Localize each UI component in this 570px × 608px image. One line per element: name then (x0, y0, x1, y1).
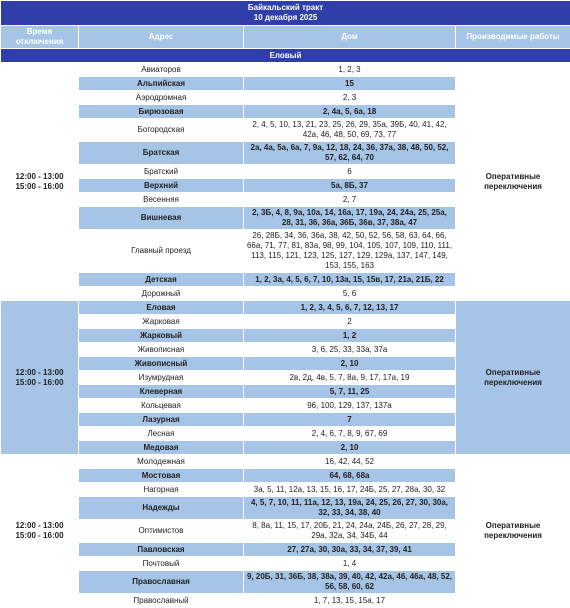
col-header-work: Производимые работы (456, 26, 570, 49)
work-type-cell: Оперативные переключения (456, 63, 570, 301)
houses-cell: 1, 2 (244, 329, 456, 343)
houses-cell: 2в, 2д, 4в, 5, 7, 8а, 9, 17, 17а, 19 (244, 371, 456, 385)
address-cell: Еловая (79, 301, 244, 315)
houses-cell: 1, 2, 3а, 4, 5, 6, 7, 10, 13а, 15, 15в, 17, 21а, 21Б, 22 (244, 273, 456, 287)
houses-cell: 2 (244, 315, 456, 329)
address-cell: Медовая (79, 441, 244, 455)
table-title (1, 1, 570, 26)
col-header-time: Время отключения (1, 26, 79, 49)
houses-cell: 1, 2, 3 (244, 63, 456, 77)
houses-cell: 5а, 8Б, 37 (244, 179, 456, 193)
address-cell: Изумрудная (79, 371, 244, 385)
title-date: 10 декабря 2025 (3, 13, 568, 23)
address-cell: Жарковый (79, 329, 244, 343)
table-row (1, 63, 570, 77)
outage-time-cell: 12:00 - 13:00 15:00 - 16:00 (1, 63, 79, 301)
col-header-address: Адрес (79, 26, 244, 49)
outage-time-cell: 12:00 - 13:00 15:00 - 16:00 (1, 301, 79, 455)
address-cell: Богородская (79, 119, 244, 142)
houses-cell: 2, 7 (244, 193, 456, 207)
address-cell: Лазурная (79, 413, 244, 427)
address-cell: Клеверная (79, 385, 244, 399)
houses-cell: 7 (244, 413, 456, 427)
houses-cell: 1, 2, 3, 4, 5, 6, 7, 12, 13, 17 (244, 301, 456, 315)
address-cell: Братская (79, 142, 244, 165)
col-header-house: Дом (244, 26, 456, 49)
houses-cell: 2, 4, 5, 10, 13, 21, 23, 25, 26, 29, 35а, 39Б, 40, 41, 42, 42а, 46, 48, 50, 69, 73, 77 (244, 119, 456, 142)
section-title: Еловый (1, 49, 570, 63)
address-cell: Верхний (79, 179, 244, 193)
houses-cell: 64, 68, 68а (244, 469, 456, 483)
address-cell: Павловская (79, 543, 244, 557)
houses-cell: 16, 42, 44, 52 (244, 455, 456, 469)
houses-cell: 5, 6 (244, 287, 456, 301)
address-cell: Лесная (79, 427, 244, 441)
address-cell: Живописный (79, 357, 244, 371)
address-cell: Православный (79, 594, 244, 608)
address-cell: Мостовая (79, 469, 244, 483)
address-cell: Дорожный (79, 287, 244, 301)
address-cell: Надежды (79, 497, 244, 520)
title-text: Байкальский тракт (3, 3, 568, 13)
houses-cell: 15 (244, 77, 456, 91)
houses-cell: 27, 27а, 30, 30а, 33, 34, 37, 39, 41 (244, 543, 456, 557)
address-cell: Вишневая (79, 207, 244, 230)
houses-cell: 4, 5, 7, 10, 11, 11а, 12, 13, 19а, 24, 25, 26, 27, 30, 30а, 32, 33, 34, 38, 40 (244, 497, 456, 520)
address-cell: Бирюзовая (79, 105, 244, 119)
houses-cell: 1, 7, 13, 15, 15а, 17 (244, 594, 456, 608)
houses-cell: 3а, 5, 11, 12а, 13, 15, 16, 17, 24Б, 25, 27, 28а, 30, 32 (244, 483, 456, 497)
header-row (1, 26, 570, 49)
title-row (1, 1, 570, 26)
houses-cell: 6 (244, 165, 456, 179)
houses-cell: 26, 28Б, 34, 36, 36а, 38, 42, 50, 52, 56, 58, 63, 64, 66, 66а, 71, 77, 81, 83а, 98, 99, 104, 105, 107, 109, 110, 111, 113, 115, 121, 123, 125, 127, 129, 129а, 137, 147, 149, 153, 155, 163 (244, 230, 456, 273)
section-row (1, 49, 570, 63)
houses-cell: 8, 8а, 11, 15, 17, 20Б, 21, 24, 24а, 24Б, 26, 27, 28, 29, 29а, 32а, 34, 34Б, 44 (244, 520, 456, 543)
address-cell: Кольцевая (79, 399, 244, 413)
houses-cell: 2, 4а, 5, 6а, 18 (244, 105, 456, 119)
houses-cell: 3, 6, 25, 33, 33а, 37а (244, 343, 456, 357)
address-cell: Весенняя (79, 193, 244, 207)
address-cell: Братский (79, 165, 244, 179)
table-body (1, 49, 570, 608)
houses-cell: 1, 4 (244, 557, 456, 571)
houses-cell: 2а, 4а, 5а, 6а, 7, 9а, 12, 18, 24, 36, 37а, 38, 48, 50, 52, 57, 62, 64, 70 (244, 142, 456, 165)
houses-cell: 5, 7, 11, 25 (244, 385, 456, 399)
table-row (1, 455, 570, 469)
houses-cell: 2, 10 (244, 441, 456, 455)
work-type-cell: Оперативные переключения (456, 301, 570, 455)
work-type-cell: Оперативные переключения (456, 455, 570, 608)
address-cell: Аэродромная (79, 91, 244, 105)
houses-cell: 2, 4, 6, 7, 8, 9, 67, 69 (244, 427, 456, 441)
table-row (1, 301, 570, 315)
address-cell: Православная (79, 571, 244, 594)
address-cell: Нагорная (79, 483, 244, 497)
address-cell: Молодежная (79, 455, 244, 469)
address-cell: Жарковая (79, 315, 244, 329)
address-cell: Авиаторов (79, 63, 244, 77)
houses-cell: 96, 100, 129, 137, 137а (244, 399, 456, 413)
address-cell: Почтовый (79, 557, 244, 571)
houses-cell: 2, 3 (244, 91, 456, 105)
address-cell: Оптимистов (79, 520, 244, 543)
outage-time-cell: 12:00 - 13:00 15:00 - 16:00 (1, 455, 79, 608)
address-cell: Детская (79, 273, 244, 287)
address-cell: Главный проезд (79, 230, 244, 273)
houses-cell: 9, 20Б, 31, 36Б, 38, 38а, 39, 40, 42, 42а, 46, 46а, 48, 52, 56, 58, 60, 62 (244, 571, 456, 594)
address-cell: Живописная (79, 343, 244, 357)
houses-cell: 2, 10 (244, 357, 456, 371)
address-cell: Альпийская (79, 77, 244, 91)
houses-cell: 2, 3Б, 4, 8, 9а, 10а, 14, 16а, 17, 19а, 24, 24а, 25, 25а, 28, 31, 36, 36а, 36Б, 36в, 37, 38а, 47 (244, 207, 456, 230)
